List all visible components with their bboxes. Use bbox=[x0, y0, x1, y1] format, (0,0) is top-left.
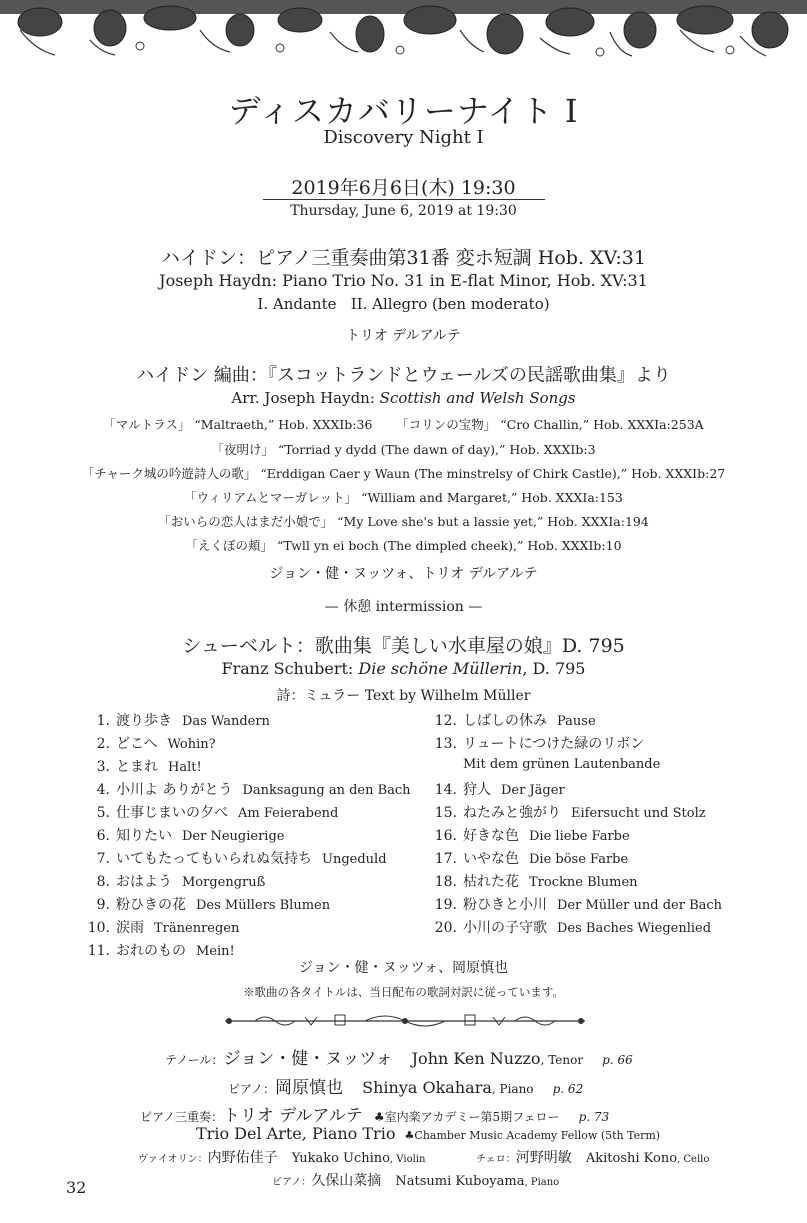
list-item: 17. いやな色 Die böse Farbe bbox=[434, 851, 629, 867]
program2-title-ja: ハイドン 編曲：『スコットランドとウェールズの民謡歌曲集』より bbox=[136, 365, 671, 386]
list-item: 14. 狩人 Der Jäger bbox=[434, 782, 565, 798]
page-subtitle: Discovery Night I bbox=[323, 127, 484, 148]
list-item: 8. おはよう Morgengruß bbox=[96, 874, 266, 890]
program3-work-title: Die schöne Müllerin bbox=[358, 659, 523, 678]
intermission: — 休憩 intermission — bbox=[324, 599, 483, 615]
list-item: 1. 渡り歩き Das Wandern bbox=[96, 713, 270, 729]
program3-title-prefix: Franz Schubert: bbox=[221, 659, 359, 678]
list-item: 10. 涙雨 Tränenregen bbox=[87, 920, 240, 936]
list-item: 15. ねたみと強がり Eifersucht und Stolz bbox=[434, 805, 706, 821]
program1-performers: トリオ デルアルテ bbox=[345, 328, 462, 344]
list-item: 16. 好きな色 Die liebe Farbe bbox=[434, 828, 630, 844]
list-item: Mit dem grünen Lautenbande bbox=[463, 757, 661, 772]
program2-title-en bbox=[0, 389, 807, 407]
program1-title-en: Joseph Haydn: Piano Trio No. 31 in E-flat Minor, Hob. XV:31 bbox=[159, 271, 648, 290]
list-item: 20. 小川の子守歌 Des Baches Wiegenlied bbox=[434, 920, 712, 936]
floral-border bbox=[0, 0, 807, 62]
list-item: 13. リュートにつけた緑のリボン bbox=[434, 736, 645, 752]
program2-performers: ジョン・健・ヌッツォ、トリオ デルアルテ bbox=[269, 566, 538, 582]
artist-trio: ピアノ三重奏：トリオ デルアルテ ♣室内楽アカデミー第5期フェロー p. 73 bbox=[140, 1106, 610, 1126]
artist-piano: ピアノ：岡原慎也 Shinya Okahara, Piano p. 62 bbox=[228, 1078, 584, 1098]
program3-text-by: 詩：ミュラー Text by Wilhelm Müller bbox=[276, 688, 531, 704]
page-title: ディスカバリーナイト Ⅰ bbox=[228, 92, 579, 130]
song-list-left bbox=[86, 710, 411, 963]
list-item: 3. とまれ Halt! bbox=[96, 759, 202, 775]
program1-movements: I. Andante II. Allegro (ben moderato) bbox=[257, 295, 550, 313]
program3-note: ※歌曲の各タイトルは、当日配布の歌詞対訳に従っています。 bbox=[243, 985, 564, 999]
program2-song: 「夜明け」 “Torriad y dydd (The dawn of day),” Hob. XXXIb:3 bbox=[211, 442, 596, 457]
program2-song: 「マルトラス」 “Maltraeth,” Hob. XXXIb:36 「コリンの宝物」 “Cro Challin,” Hob. XXXIa:253A bbox=[103, 417, 704, 432]
program3-title-suffix: , D. 795 bbox=[522, 659, 586, 678]
song-list-right bbox=[433, 710, 722, 940]
program2-song: 「えくぼの頬」 “Twll yn ei boch (The dimpled cheek),” Hob. XXXIb:10 bbox=[185, 538, 622, 553]
list-item: 5. 仕事じまいの夕べ Am Feierabend bbox=[96, 805, 339, 821]
list-item: 11. おれのもの Mein! bbox=[87, 943, 235, 959]
event-date-en: Thursday, June 6, 2019 at 19:30 bbox=[290, 203, 517, 219]
list-item: 6. 知りたい Der Neugierige bbox=[96, 828, 285, 844]
list-item: 18. 枯れた花 Trockne Blumen bbox=[434, 874, 638, 890]
program2-arr-prefix: Arr. Joseph Haydn: bbox=[231, 389, 380, 407]
artist-cello: チェロ：河野明敏 Akitoshi Kono, Cello bbox=[476, 1150, 710, 1166]
date-divider bbox=[263, 199, 545, 200]
program3-performers: ジョン・健・ヌッツォ、岡原慎也 bbox=[298, 960, 509, 976]
list-item: 9. 粉ひきの花 Des Müllers Blumen bbox=[96, 897, 331, 913]
list-item: 4. 小川よ ありがとう Danksagung an den Bach bbox=[96, 782, 411, 798]
list-item: 19. 粉ひきと小川 Der Müller und der Bach bbox=[434, 897, 723, 913]
program2-song: 「ウィリアムとマーガレット」 “William and Margaret,” Hob. XXXIa:153 bbox=[184, 490, 623, 505]
list-item: 7. いてもたってもいられぬ気持ち Ungeduld bbox=[96, 851, 387, 867]
program3-title-en bbox=[0, 659, 807, 678]
artist-trio-en: Trio Del Arte, Piano Trio ♣Chamber Music Academy Fellow (5th Term) bbox=[196, 1124, 661, 1143]
program1-title-ja: ハイドン：ピアノ三重奏曲第31番 変ホ短調 Hob. XV:31 bbox=[161, 247, 646, 269]
artist-violin: ヴァイオリン：内野佑佳子 Yukako Uchino, Violin bbox=[138, 1150, 426, 1166]
artist-pianist: ピアノ：久保山菜摘 Natsumi Kuboyama, Piano bbox=[272, 1173, 560, 1189]
list-item: 12. しばしの休み Pause bbox=[434, 713, 596, 729]
list-item: 2. どこへ Wohin? bbox=[96, 736, 216, 752]
artist-tenor: テノール：ジョン・健・ヌッツォ John Ken Nuzzo, Tenor p. 66 bbox=[165, 1049, 633, 1069]
program2-song: 「おいらの恋人はまだ小娘で」 “My Love she's but a lassie yet,” Hob. XXXIa:194 bbox=[158, 514, 649, 529]
page-number: 32 bbox=[66, 1178, 87, 1197]
program3-title-ja: シューベルト：歌曲集『美しい水車屋の娘』D. 795 bbox=[182, 635, 625, 657]
program2-arr-title: Scottish and Welsh Songs bbox=[379, 389, 576, 407]
program2-song: 「チャーク城の吟遊詩人の歌」 “Erddigan Caer y Waun (The minstrelsy of Chirk Castle),” Hob. XXXIb:27 bbox=[81, 466, 726, 481]
event-date-ja: 2019年6月6日(木) 19:30 bbox=[291, 177, 516, 199]
ornament-divider bbox=[225, 1011, 585, 1029]
